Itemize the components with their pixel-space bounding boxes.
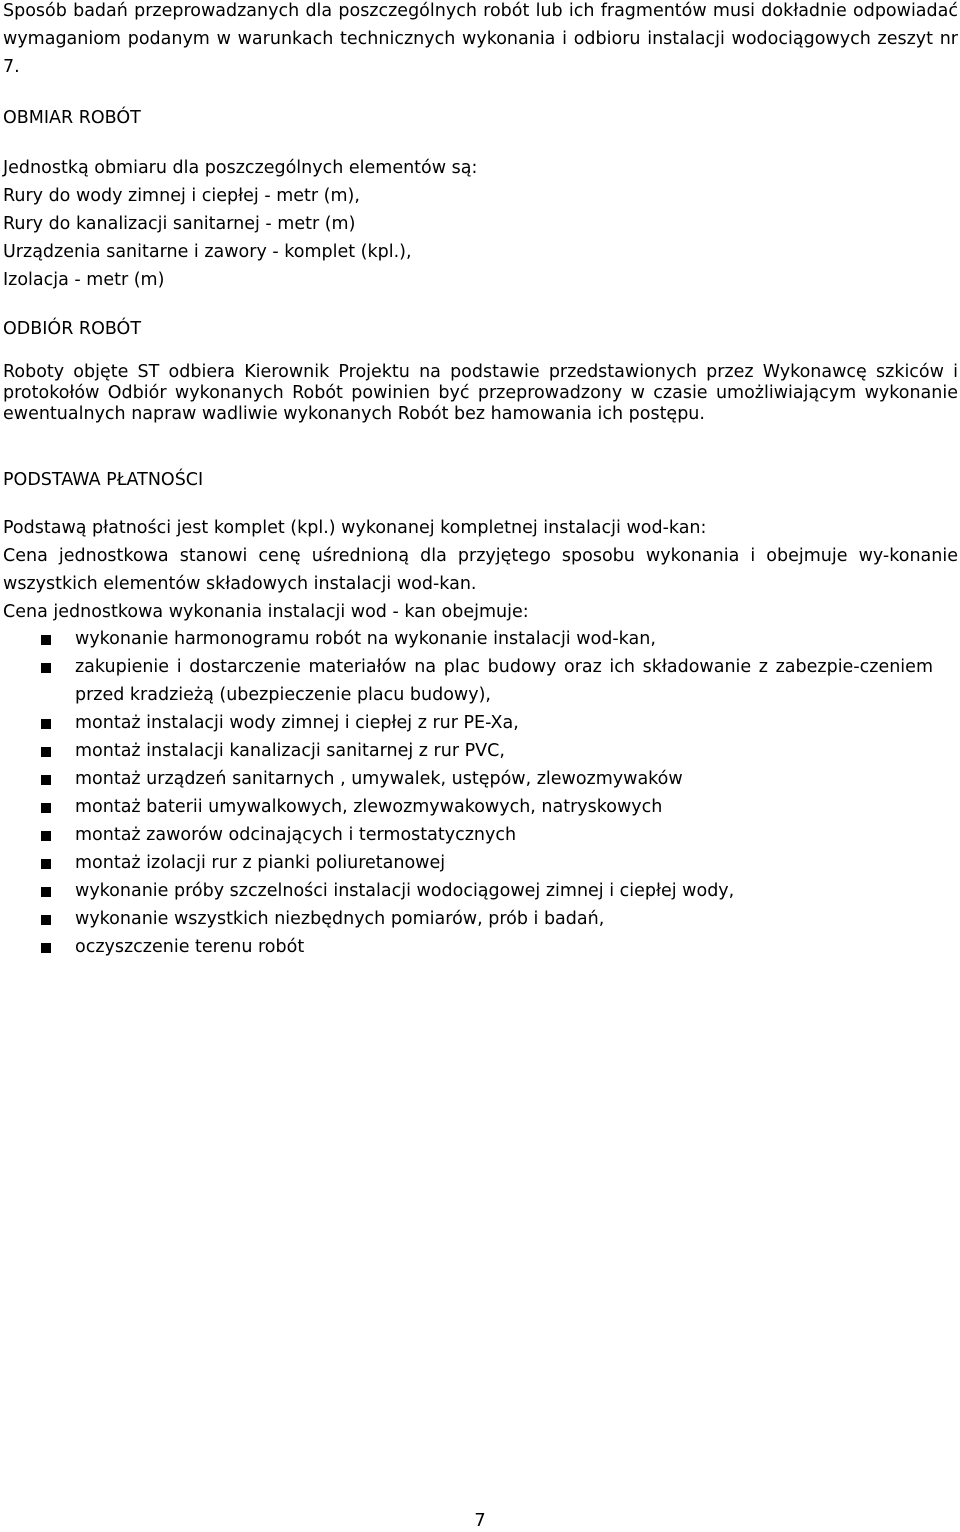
square-bullet-icon xyxy=(41,859,51,869)
list-item: wykonanie próby szczelności instalacji wodociągowej zimnej i ciepłej wody, xyxy=(3,877,958,905)
list-item: montaż zaworów odcinających i termostatycznych xyxy=(3,821,958,849)
platnosc-price-paragraph: Cena jednostkowa stanowi cenę uśrednioną dla przyjętego sposobu wykonania i obejmuje wy-konanie wszystkich elementów składowych instalacji wod-kan. xyxy=(3,546,958,594)
square-bullet-icon xyxy=(41,719,51,729)
list-item: montaż baterii umywalkowych, zlewozmywakowych, natryskowych xyxy=(3,793,958,821)
square-bullet-icon xyxy=(41,803,51,813)
intro-paragraph: Sposób badań przeprowadzanych dla poszczególnych robót lub ich fragmentów musi dokładnie odpowiadać wymaganiom podanym w warunkach technicznych wykonania i odbioru instalacji wodociągowych zeszyt nr 7. xyxy=(3,1,958,77)
odbior-paragraph: Roboty objęte ST odbiera Kierownik Projektu na podstawie przedstawionych przez Wykonawcę szkiców i protokołów Odbiór wykonanych Robót powinien być przeprowadzony w czasie umożliwiającym wykonanie ewentualnych napraw wadliwie wykonanych Robót bez hamowania ich postępu. xyxy=(3,362,958,424)
list-item: montaż instalacji kanalizacji sanitarnej z rur PVC, xyxy=(3,737,958,765)
section-heading-platnosc: PODSTAWA PŁATNOŚCI xyxy=(3,470,204,490)
list-item: montaż izolacji rur z pianki poliuretanowej xyxy=(3,849,958,877)
square-bullet-icon xyxy=(41,775,51,785)
square-bullet-icon xyxy=(41,831,51,841)
square-bullet-icon xyxy=(41,663,51,673)
square-bullet-icon xyxy=(41,915,51,925)
square-bullet-icon xyxy=(41,887,51,897)
obmiar-units-list xyxy=(3,154,958,294)
obmiar-line: Rury do wody zimnej i ciepłej - metr (m), xyxy=(3,186,360,206)
obmiar-line: Urządzenia sanitarne i zawory - komplet (kpl.), xyxy=(3,242,412,262)
obmiar-line: Jednostką obmiaru dla poszczególnych elementów są: xyxy=(3,158,478,178)
platnosc-scope-line: Cena jednostkowa wykonania instalacji wod - kan obejmuje: xyxy=(3,602,529,622)
list-item: wykonanie harmonogramu robót na wykonanie instalacji wod-kan, xyxy=(3,625,958,653)
list-item: montaż instalacji wody zimnej i ciepłej z rur PE-Xa, xyxy=(3,709,958,737)
list-item: oczyszczenie terenu robót xyxy=(3,933,958,961)
list-item: zakupienie i dostarczenie materiałów na plac budowy oraz ich składowanie z zabezpie-czeniem przed kradzieżą (ubezpieczenie placu budowy), xyxy=(3,653,958,709)
section-heading-obmiar: OBMIAR ROBÓT xyxy=(3,108,141,128)
section-heading-odbior: ODBIÓR ROBÓT xyxy=(3,319,142,339)
page-number: 7 xyxy=(474,1510,486,1531)
scope-bullet-list xyxy=(3,625,958,961)
square-bullet-icon xyxy=(41,635,51,645)
list-item: montaż urządzeń sanitarnych , umywalek, ustępów, zlewozmywaków xyxy=(3,765,958,793)
list-item: wykonanie wszystkich niezbędnych pomiarów, prób i badań, xyxy=(3,905,958,933)
square-bullet-icon xyxy=(41,747,51,757)
platnosc-intro-line: Podstawą płatności jest komplet (kpl.) wykonanej kompletnej instalacji wod-kan: xyxy=(3,518,707,538)
square-bullet-icon xyxy=(41,943,51,953)
obmiar-line: Rury do kanalizacji sanitarnej - metr (m) xyxy=(3,214,356,234)
obmiar-line: Izolacja - metr (m) xyxy=(3,270,165,290)
